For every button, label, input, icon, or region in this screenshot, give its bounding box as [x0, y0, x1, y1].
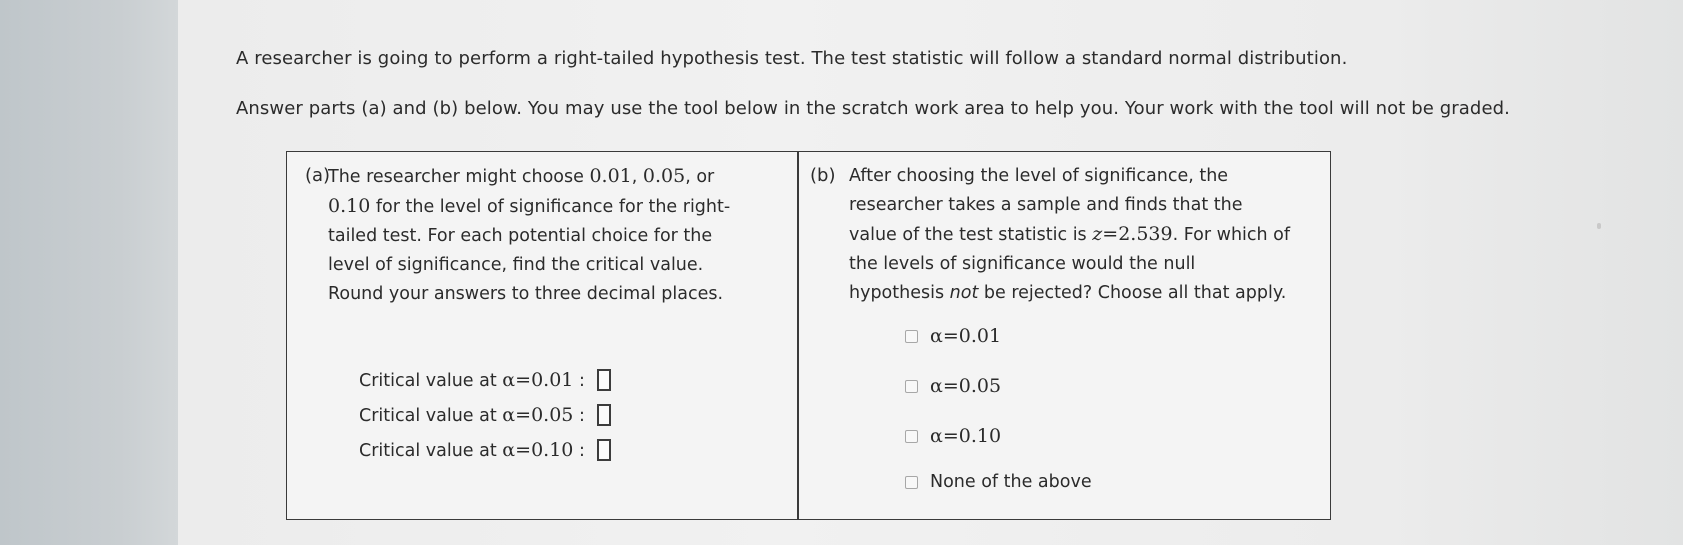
separator: ,	[631, 167, 643, 187]
part-a-text: for the level of significance for the right-	[370, 197, 731, 217]
option-label: None of the above	[930, 472, 1092, 492]
checkbox[interactable]	[905, 476, 918, 489]
question-table	[286, 151, 1331, 520]
critical-value-label: Critical value at α=0.05 :	[359, 403, 585, 426]
separator: , or	[685, 167, 715, 187]
checkbox[interactable]	[905, 430, 918, 443]
part-a-text: Round your answers to three decimal places.	[328, 284, 724, 304]
scratch-mark	[1597, 223, 1601, 229]
part-a-text: tailed test. For each potential choice for the	[328, 226, 713, 246]
part-b-text: After choosing the level of significance, the	[849, 166, 1229, 186]
equals-sign: =	[1102, 223, 1119, 245]
part-b-text: hypothesis	[849, 283, 950, 303]
option-alpha-010[interactable]: α = 0.10	[905, 424, 1001, 448]
critical-value-row	[359, 401, 611, 429]
part-a-question	[328, 162, 768, 309]
option-none-of-the-above[interactable]	[905, 470, 1092, 494]
part-a-label: (a)	[305, 165, 331, 186]
alpha-value: 0.01	[589, 165, 632, 187]
part-b-label: (b)	[810, 165, 836, 186]
part-b-text: the levels of significance would the null	[849, 254, 1196, 274]
critical-value-label: Critical value at α=0.10 :	[359, 438, 585, 461]
alpha-value: 0.05	[642, 165, 686, 187]
part-b-text: . For which of	[1172, 225, 1291, 245]
test-statistic-value: 2.539	[1118, 223, 1173, 245]
column-divider	[797, 152, 799, 519]
part-b-text: researcher takes a sample and finds that the	[849, 195, 1243, 215]
critical-value-input-010[interactable]	[597, 439, 611, 461]
emphasis-not: not	[949, 283, 979, 303]
part-a-text: The researcher might choose	[328, 167, 590, 187]
problem-statement: A researcher is going to perform a right-tailed hypothesis test. The test statistic will follow a standard normal distribution.	[236, 48, 1348, 69]
critical-value-input-001[interactable]	[597, 369, 611, 391]
part-b-question	[849, 162, 1329, 308]
option-alpha-005[interactable]: α = 0.05	[905, 374, 1001, 398]
part-a-text: level of significance, find the critical value.	[328, 255, 704, 275]
checkbox[interactable]	[905, 380, 918, 393]
background-left	[0, 0, 178, 545]
critical-value-row	[359, 436, 611, 464]
part-b-text: value of the test statistic is	[849, 225, 1093, 245]
critical-value-label: Critical value at α=0.01 :	[359, 368, 585, 391]
alpha-value: 0.10	[328, 195, 371, 217]
option-alpha-001[interactable]: α = 0.01	[905, 324, 1001, 348]
checkbox[interactable]	[905, 330, 918, 343]
problem-instructions: Answer parts (a) and (b) below. You may use the tool below in the scratch work area to help you. Your work with the tool will not be graded.	[236, 98, 1510, 119]
part-b-text: be rejected? Choose all that apply.	[978, 283, 1287, 303]
critical-value-input-005[interactable]	[597, 404, 611, 426]
z-variable: z	[1092, 223, 1103, 245]
critical-value-row	[359, 366, 611, 394]
